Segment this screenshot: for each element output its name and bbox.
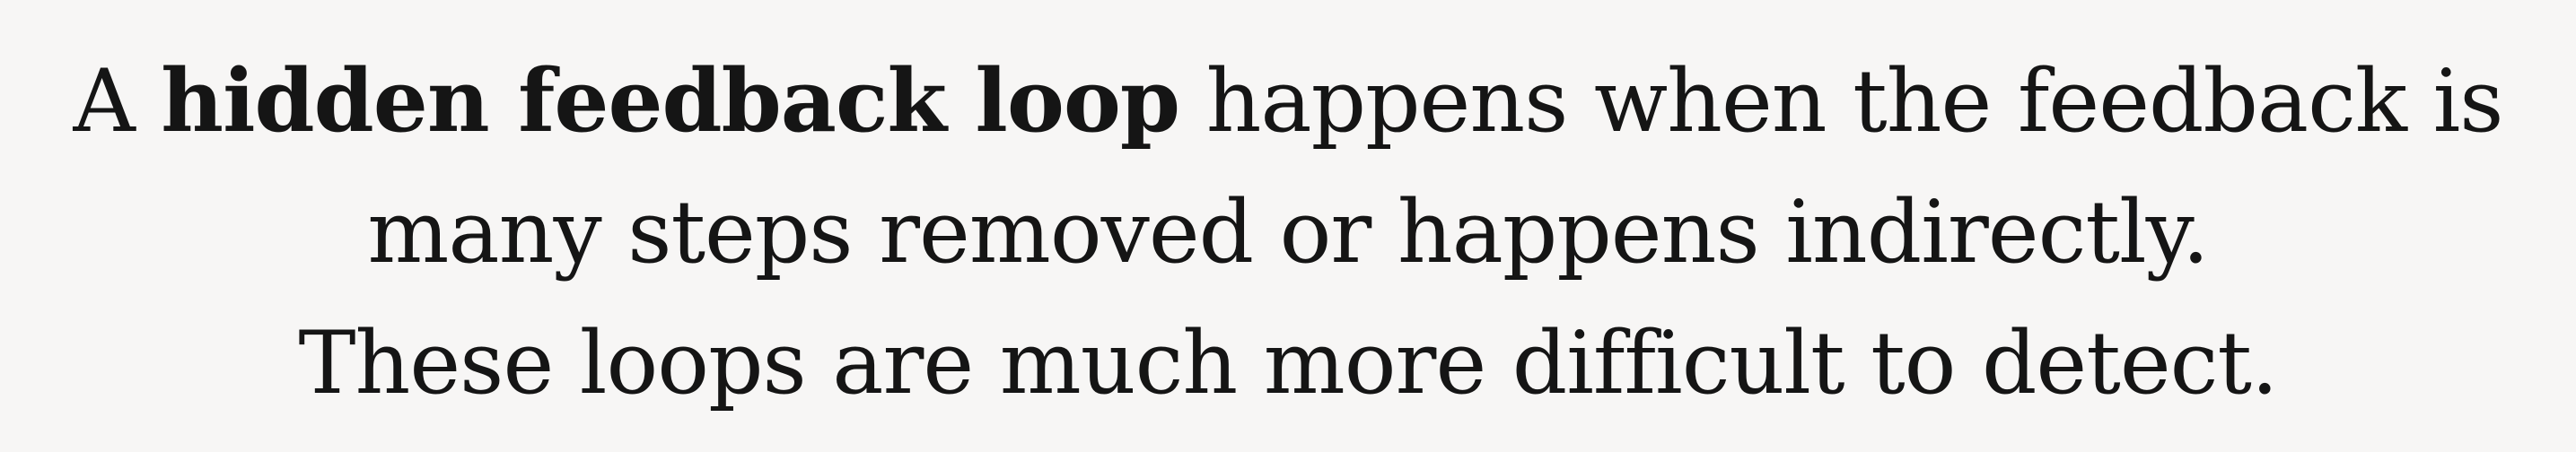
caption-line-1 [0, 36, 2576, 167]
caption-emphasis: hidden feedback loop [161, 50, 1180, 152]
caption-text [0, 36, 2576, 429]
caption-line-3: These loops are much more difficult to detect. [298, 313, 2278, 413]
caption-line-1-suffix: happens when the feedback is [1179, 51, 2503, 152]
caption-line-1-prefix: A [73, 51, 162, 152]
caption-line-2: many steps removed or happens indirectly. [367, 182, 2209, 282]
